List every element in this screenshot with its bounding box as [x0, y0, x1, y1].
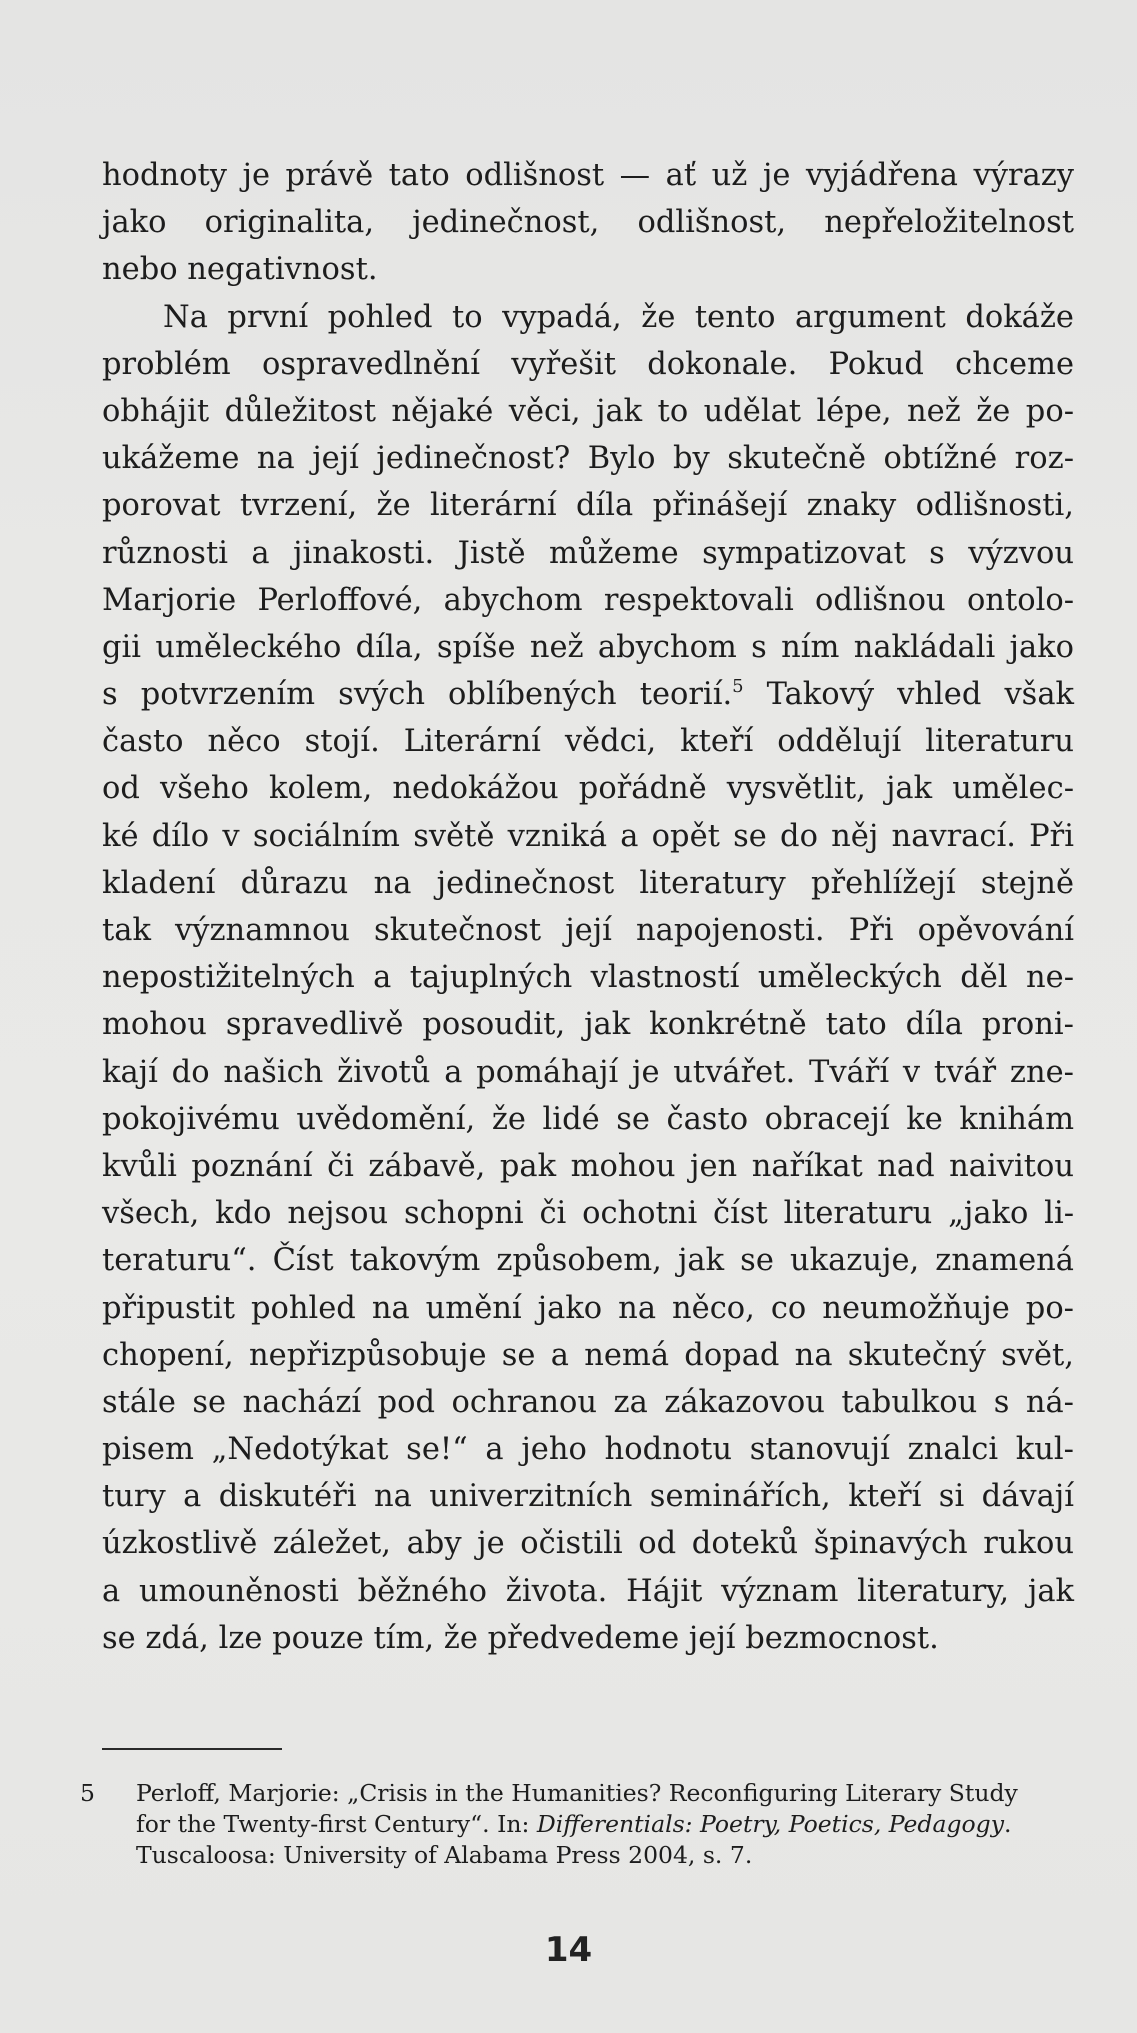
footnote-reference[interactable]: 5 [732, 676, 744, 698]
line-text: Takový vhled však [743, 677, 1074, 713]
text-line: připustit pohled na umění jako na něco, co neumožňuje po- [102, 1290, 1074, 1326]
text-line: chopení, nepřizpůsobuje se a nemá dopad na skutečný svět, [102, 1337, 1074, 1373]
footnote-line: Tuscaloosa: University of Alabama Press 2004, s. 7. [136, 1841, 753, 1869]
line-text: s potvrzením svých oblíbených teorií. [102, 677, 733, 713]
text-line-with-footnote-ref [102, 671, 1074, 718]
text-line: teraturu“. Číst takovým způsobem, jak se ukazuje, znamená [102, 1243, 1074, 1279]
text-line: se zdá, lze pouze tím, že předvedeme její bezmocnost. [102, 1620, 939, 1656]
text-line: stále se nachází pod ochranou za zákazovou tabulkou s ná- [102, 1384, 1074, 1420]
text-line: mohou spravedlivě posoudit, jak konkrétně tato díla proni- [102, 1007, 1074, 1043]
text-line: kvůli poznání či zábavě, pak mohou jen naříkat nad naivitou [102, 1148, 1074, 1184]
footnote-text: . [1004, 1810, 1012, 1838]
main-text-block [102, 152, 1074, 1662]
text-line: ké dílo v sociálním světě vzniká a opět se do něj navrací. Při [102, 818, 1074, 854]
text-line: Marjorie Perloffové, abychom respektovali odlišnou ontolo- [102, 582, 1074, 618]
text-line: pisem „Nedotýkat se!“ a jeho hodnotu stanovují znalci kul- [102, 1432, 1074, 1468]
footnote-number: 5 [80, 1779, 95, 1807]
text-line: všech, kdo nejsou schopni či ochotni číst literaturu „jako li- [102, 1196, 1074, 1232]
footnote-body [136, 1778, 1080, 1871]
text-line: kladení důrazu na jedinečnost literatury přehlížejí stejně [102, 865, 1074, 901]
text-line: nebo negativnost. [102, 252, 378, 288]
footnote-line: Perloff, Marjorie: „Crisis in the Humanities? Reconfiguring Literary Study [136, 1779, 1018, 1807]
text-line: různosti a jinakosti. Jistě můžeme sympatizovat s výzvou [102, 535, 1074, 571]
text-line: kají do našich životů a pomáhají je utvářet. Tváří v tvář zne- [102, 1054, 1074, 1090]
text-line: ukážeme na její jedinečnost? Bylo by skutečně obtížné roz- [102, 441, 1074, 477]
text-line: problém ospravedlnění vyřešit dokonale. Pokud chceme [102, 346, 1074, 382]
footnote-text: for the Twenty-first Century“. In: [136, 1810, 537, 1838]
text-line: pokojivému uvědomění, že lidé se často obracejí ke knihám [102, 1101, 1074, 1137]
footnote-separator [102, 1748, 282, 1750]
text-line: hodnoty je právě tato odlišnost — ať už je vyjádřena výrazy [102, 158, 1074, 193]
page-number: 14 [544, 1930, 593, 1970]
text-line: porovat tvrzení, že literární díla přinášejí znaky odlišnosti, [102, 488, 1074, 524]
text-line: tury a diskutéři na univerzitních seminářích, kteří si dávají [102, 1479, 1074, 1515]
text-line: a umouněnosti běžného života. Hájit význam literatury, jak [102, 1573, 1074, 1609]
text-line: často něco stojí. Literární vědci, kteří oddělují literaturu [102, 724, 1074, 760]
footnote-line [136, 1809, 1080, 1840]
text-line: nepostižitelných a tajuplných vlastností uměleckých děl ne- [102, 960, 1074, 996]
text-line: úzkostlivě záležet, aby je očistili od doteků špinavých rukou [102, 1526, 1074, 1562]
paragraph-start-line: Na první pohled to vypadá, že tento argument dokáže [163, 299, 1074, 335]
text-line: obhájit důležitost nějaké věci, jak to udělat lépe, než že po- [102, 393, 1074, 429]
text-line: od všeho kolem, nedokážou pořádně vysvětlit, jak umělec- [102, 771, 1074, 807]
text-line: jako originalita, jedinečnost, odlišnost, nepřeložitelnost [102, 205, 1074, 241]
text-line: tak významnou skutečnost její napojenosti. Při opěvování [102, 913, 1074, 948]
text-line: gii uměleckého díla, spíše než abychom s ním nakládali jako [102, 629, 1074, 665]
footnote-book-title: Differentials: Poetry, Poetics, Pedagogy [536, 1810, 1004, 1838]
